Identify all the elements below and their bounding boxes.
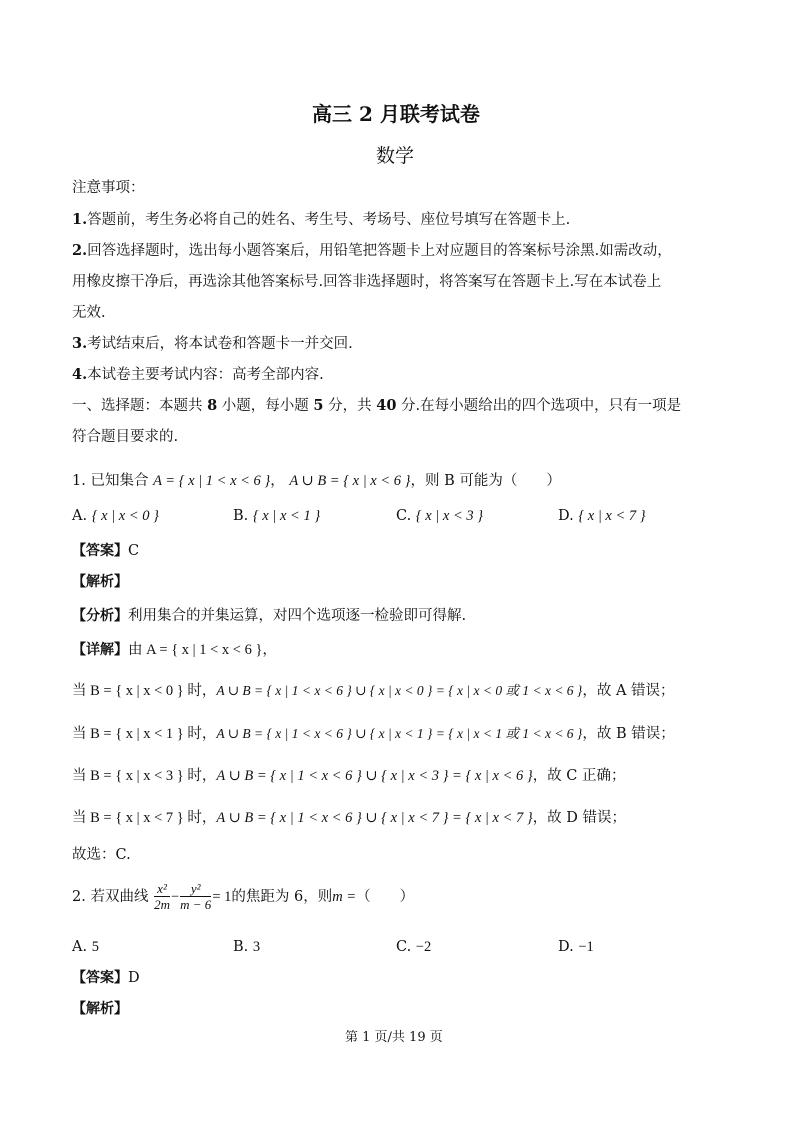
- points-total: 40: [376, 397, 397, 414]
- notice-item-number: 2.: [72, 242, 88, 259]
- exam-title: 高三 2 月联考试卷: [312, 102, 480, 126]
- solution-pre: 当 B = { x | x < 0 } 时，: [72, 683, 217, 699]
- option-letter: B.: [233, 939, 249, 955]
- xiangjie-text: 由 A = { x | 1 < x < 6 }，: [128, 642, 277, 658]
- notice-item-text: 答题前，考生务必将自己的姓名、考生号、考场号、座位号填写在答题卡上.: [87, 212, 571, 228]
- notice-heading: 注意事项：: [72, 180, 145, 196]
- option-d: [558, 506, 646, 526]
- option-c: [396, 506, 483, 526]
- option-a: [72, 937, 99, 957]
- question-text: 的焦距为 6，则: [231, 889, 333, 905]
- solution-math: A ∪ B = { x | 1 < x < 6 } ∪ { x | x < 1 } = { x | x < 1 或 1 < x < 6 }: [216, 726, 583, 741]
- exam-subject: 数学: [376, 145, 415, 167]
- xiangjie-tag: 【详解】: [72, 642, 128, 658]
- option-math: −2: [415, 939, 432, 955]
- page-number: 第 1 页/共 19 页: [345, 1030, 443, 1045]
- solution-pre: 当 B = { x | x < 1 } 时，: [72, 726, 217, 742]
- solution-line-b: [72, 724, 675, 744]
- option-math: { x | x < 1 }: [252, 508, 321, 524]
- option-math: { x | x < 7 }: [578, 508, 646, 524]
- notice-item-3: [72, 334, 353, 354]
- solution-math: A ∪ B = { x | 1 < x < 6 } ∪ { x | x < 0 } = { x | x < 0 或 1 < x < 6 }: [216, 683, 583, 698]
- equals-one: = 1: [212, 889, 232, 905]
- fraction-denominator: 2m: [154, 897, 170, 912]
- xiangjie-1: [72, 640, 277, 660]
- question-text: 1. 已知集合: [72, 473, 149, 489]
- answer-value: C: [128, 543, 140, 559]
- option-letter: B.: [233, 508, 249, 524]
- question-text: ，则 B 可能为（ ）: [410, 473, 561, 489]
- option-letter: A.: [72, 939, 88, 955]
- solution-post: ，故 D 错误；: [532, 810, 627, 826]
- question-count: 8: [207, 397, 218, 414]
- minus-sign: −: [170, 889, 180, 905]
- answer-1: [72, 541, 139, 561]
- section-text: 一、选择题：本题共: [72, 398, 208, 414]
- math-union: A ∪ B = { x | x < 6 }: [289, 473, 411, 489]
- answer-tag: 【答案】: [72, 970, 128, 986]
- option-math: { x | x < 0 }: [91, 508, 159, 524]
- answer-value: D: [128, 970, 140, 986]
- math-set-a: A = { x | 1 < x < 6 }: [153, 473, 271, 489]
- option-c: [396, 937, 431, 957]
- math-m: m =: [332, 889, 357, 905]
- solution-post: ，故 C 正确；: [532, 768, 626, 784]
- question-text: 2. 若双曲线: [72, 889, 149, 905]
- notice-item-4: [72, 365, 324, 385]
- fraction-x: [154, 881, 170, 913]
- notice-item-number: 4.: [72, 366, 88, 383]
- solution-math: A ∪ B = { x | 1 < x < 6 } ∪ { x | x < 7 } = { x | x < 7 }: [216, 810, 533, 826]
- solution-line-a: [72, 681, 675, 701]
- fenxi-tag: 【分析】: [72, 608, 128, 624]
- fraction-denominator: m − 6: [180, 897, 212, 912]
- notice-item-number: 1.: [72, 211, 88, 228]
- question-2-stem: [72, 881, 414, 913]
- solution-line-c: [72, 766, 626, 786]
- section-text: 分，共: [323, 398, 377, 414]
- option-letter: C.: [396, 508, 412, 524]
- notice-item-1: [72, 210, 570, 230]
- points-each: 5: [313, 397, 324, 414]
- question-text: （ ）: [356, 889, 415, 905]
- notice-item-number: 3.: [72, 335, 88, 352]
- option-letter: A.: [72, 508, 88, 524]
- notice-item-2-continued: 用橡皮擦干净后，再选涂其他答案标号.回答非选择题时，将答案写在答题卡上.写在本试卷上: [72, 274, 662, 290]
- option-d: [558, 937, 594, 957]
- option-letter: D.: [558, 939, 574, 955]
- section-text: 分.在每小题给出的四个选项中，只有一项是: [396, 398, 682, 414]
- section-text: 小题，每小题: [217, 398, 314, 414]
- option-letter: C.: [396, 939, 412, 955]
- option-b: [233, 937, 260, 957]
- solution-pre: 当 B = { x | x < 3 } 时，: [72, 768, 217, 784]
- notice-item-text: 考试结束后，将本试卷和答题卡一并交回.: [87, 336, 353, 352]
- answer-tag: 【答案】: [72, 543, 128, 559]
- question-1-stem: [72, 471, 561, 491]
- solution-line-d: [72, 808, 626, 828]
- solution-post: ，故 B 错误；: [582, 726, 675, 742]
- notice-item-2: [72, 241, 672, 261]
- notice-item-text: 本试卷主要考试内容：高考全部内容.: [87, 367, 324, 383]
- notice-item-2-continued-2: 无效.: [72, 305, 106, 321]
- option-math: 5: [91, 939, 99, 955]
- solution-pre: 当 B = { x | x < 7 } 时，: [72, 810, 217, 826]
- section-heading-line1: [72, 396, 681, 416]
- fraction-numerator: x²: [154, 881, 170, 897]
- option-b: [233, 506, 320, 526]
- fraction-numerator: y²: [180, 881, 211, 897]
- analysis-tag-2: 【解析】: [72, 1001, 128, 1017]
- conclusion-1: 故选：C.: [72, 847, 131, 863]
- option-math: 3: [252, 939, 261, 955]
- option-a: [72, 506, 159, 526]
- analysis-tag-1: 【解析】: [72, 574, 128, 590]
- fraction-y: [180, 881, 211, 913]
- question-text: ，: [270, 473, 285, 489]
- solution-post: ，故 A 错误；: [582, 683, 675, 699]
- fenxi-1: [72, 606, 466, 626]
- option-math: { x | x < 3 }: [415, 508, 484, 524]
- section-heading-line2: 符合题目要求的.: [72, 429, 179, 445]
- notice-item-text: 回答选择题时，选出每小题答案后，用铅笔把答题卡上对应题目的答案标号涂黑.如需改动，: [87, 243, 672, 259]
- fenxi-text: 利用集合的并集运算，对四个选项逐一检验即可得解.: [128, 608, 467, 624]
- option-math: −1: [578, 939, 594, 955]
- option-letter: D.: [558, 508, 574, 524]
- solution-math: A ∪ B = { x | 1 < x < 6 } ∪ { x | x < 3 } = { x | x < 6 }: [216, 768, 533, 784]
- answer-2: [72, 968, 140, 988]
